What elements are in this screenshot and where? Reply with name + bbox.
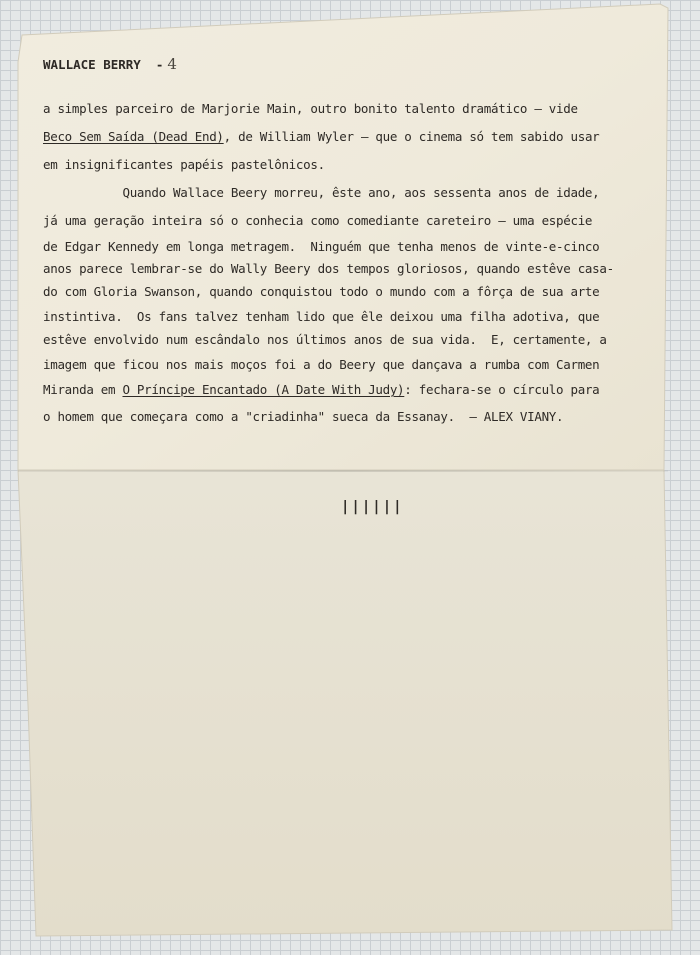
text-run: de Edgar Kennedy em longa metragem. Ninguém que tenha menos de vinte-e-cinco: [43, 239, 600, 254]
text-line: [43, 261, 614, 276]
page-number: 4: [167, 55, 177, 73]
text-run: já uma geração inteira só o conhecia como comediante careteiro — uma espécie: [43, 213, 593, 228]
text-line: [43, 382, 599, 397]
text-run: a simples parceiro de Marjorie Main, outro bonito talento dramático — vide: [43, 101, 578, 116]
text-run: do com Gloria Swanson, quando conquistou todo o mundo com a fôrça de sua arte: [43, 284, 600, 299]
text-line: [43, 332, 607, 347]
text-line: [43, 101, 578, 116]
text-run: : fechara-se o círculo para: [404, 382, 600, 397]
text-run: Miranda em: [43, 382, 123, 397]
text-line: [43, 213, 592, 228]
text-run: o homem que começara como a "criadinha" sueca da Essanay. — ALEX VIANY.: [43, 409, 564, 424]
text-run: Quando Wallace Beery morreu, êste ano, aos sessenta anos de idade,: [43, 185, 600, 200]
underlined-title: O Príncipe Encantado (A Date With Judy): [122, 382, 405, 397]
text-run: , de William Wyler — que o cinema só tem sabido usar: [223, 129, 600, 144]
text-run: anos parece lembrar-se do Wally Beery dos tempos gloriosos, quando estêve casa-: [43, 261, 614, 276]
text-line: [43, 157, 325, 172]
text-line: [43, 239, 599, 254]
text-run: em insignificantes papéis pastelônicos.: [43, 157, 325, 172]
text-line: [43, 309, 599, 324]
page-header: [43, 55, 177, 73]
text-run: instintiva. Os fans talvez tenham lido que êle deixou uma filha adotiva, que: [43, 309, 600, 324]
text-line: [43, 409, 563, 424]
header-title: WALLACE BERRY -: [43, 57, 164, 72]
text-line: [43, 357, 599, 372]
text-run: imagem que ficou nos mais moços foi a do Beery que dançava a rumba com Carmen: [43, 357, 600, 372]
text-line: [43, 185, 599, 200]
text-run: estêve envolvido num escândalo nos últimos anos de sua vida. E, certamente, a: [43, 332, 607, 347]
text-line: [43, 129, 599, 144]
end-mark: ||||||: [341, 499, 404, 515]
underlined-title: Beco Sem Saída (Dead End): [43, 129, 224, 144]
text-line: [43, 284, 599, 299]
